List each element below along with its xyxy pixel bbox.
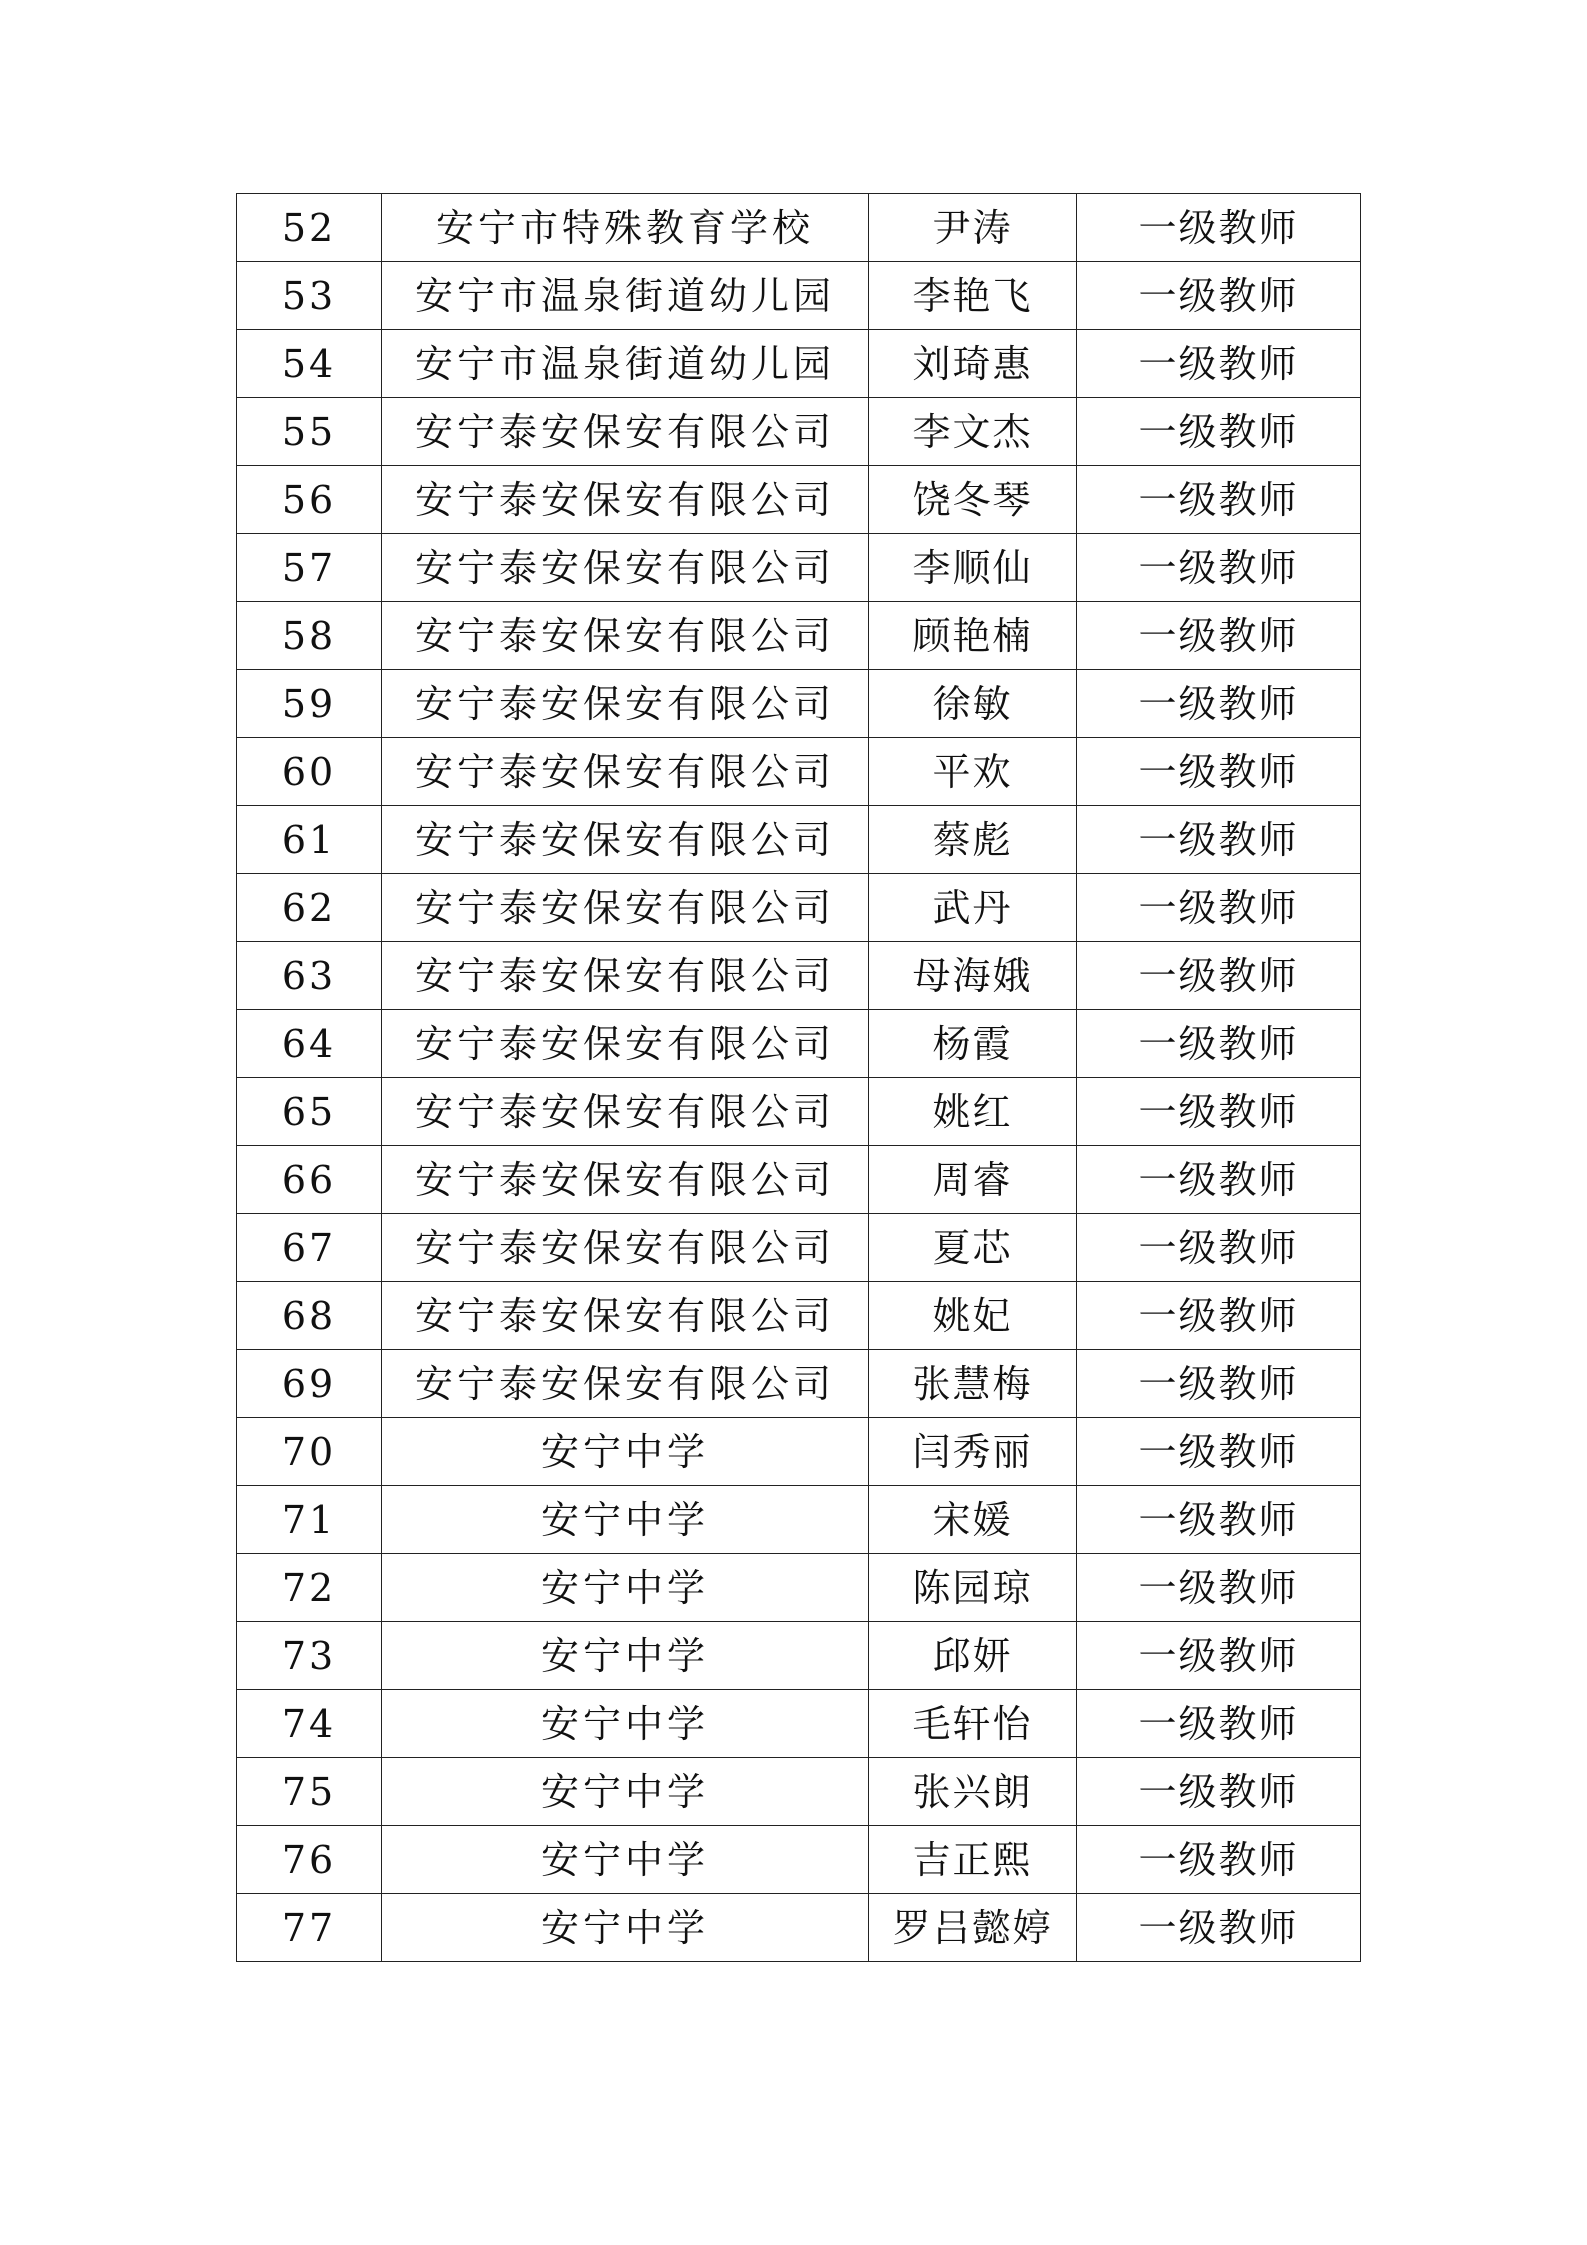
row-number-cell: 69 (237, 1350, 382, 1418)
teacher-name-cell: 邱妍 (869, 1622, 1077, 1690)
unit-cell: 安宁泰安保安有限公司 (382, 1146, 869, 1214)
teacher-name-cell: 周睿 (869, 1146, 1077, 1214)
unit-cell: 安宁中学 (382, 1894, 869, 1962)
unit-cell: 安宁泰安保安有限公司 (382, 942, 869, 1010)
table-row (237, 398, 1361, 466)
title-rank-cell: 一级教师 (1077, 1214, 1361, 1282)
teacher-name-cell: 闫秀丽 (869, 1418, 1077, 1486)
row-number-cell: 64 (237, 1010, 382, 1078)
title-rank-cell: 一级教师 (1077, 1690, 1361, 1758)
unit-cell: 安宁泰安保安有限公司 (382, 1350, 869, 1418)
teacher-name-cell: 张慧梅 (869, 1350, 1077, 1418)
unit-cell: 安宁泰安保安有限公司 (382, 602, 869, 670)
row-number-cell: 74 (237, 1690, 382, 1758)
table-row (237, 1282, 1361, 1350)
table-row (237, 1010, 1361, 1078)
title-rank-cell: 一级教师 (1077, 1010, 1361, 1078)
teacher-name-cell: 徐敏 (869, 670, 1077, 738)
title-rank-cell: 一级教师 (1077, 1282, 1361, 1350)
teacher-name-cell: 姚妃 (869, 1282, 1077, 1350)
table-row (237, 738, 1361, 806)
title-rank-cell: 一级教师 (1077, 534, 1361, 602)
title-rank-cell: 一级教师 (1077, 942, 1361, 1010)
title-rank-cell: 一级教师 (1077, 1826, 1361, 1894)
teacher-name-cell: 宋媛 (869, 1486, 1077, 1554)
row-number-cell: 61 (237, 806, 382, 874)
teacher-name-cell: 刘琦惠 (869, 330, 1077, 398)
table-row (237, 1078, 1361, 1146)
unit-cell: 安宁中学 (382, 1554, 869, 1622)
teacher-name-cell: 母海娥 (869, 942, 1077, 1010)
unit-cell: 安宁中学 (382, 1622, 869, 1690)
table-row (237, 1690, 1361, 1758)
title-rank-cell: 一级教师 (1077, 194, 1361, 262)
teacher-name-cell: 饶冬琴 (869, 466, 1077, 534)
table-row (237, 262, 1361, 330)
unit-cell: 安宁泰安保安有限公司 (382, 738, 869, 806)
unit-cell: 安宁中学 (382, 1418, 869, 1486)
row-number-cell: 60 (237, 738, 382, 806)
table-row (237, 1554, 1361, 1622)
title-rank-cell: 一级教师 (1077, 398, 1361, 466)
teacher-name-cell: 蔡彪 (869, 806, 1077, 874)
row-number-cell: 72 (237, 1554, 382, 1622)
teacher-name-cell: 李文杰 (869, 398, 1077, 466)
row-number-cell: 65 (237, 1078, 382, 1146)
row-number-cell: 55 (237, 398, 382, 466)
title-rank-cell: 一级教师 (1077, 670, 1361, 738)
row-number-cell: 76 (237, 1826, 382, 1894)
teacher-name-cell: 姚红 (869, 1078, 1077, 1146)
row-number-cell: 53 (237, 262, 382, 330)
table-row (237, 602, 1361, 670)
table-row (237, 942, 1361, 1010)
table-row (237, 1758, 1361, 1826)
unit-cell: 安宁泰安保安有限公司 (382, 466, 869, 534)
table-row (237, 1622, 1361, 1690)
teacher-name-cell: 陈园琼 (869, 1554, 1077, 1622)
teacher-name-cell: 毛轩怡 (869, 1690, 1077, 1758)
row-number-cell: 67 (237, 1214, 382, 1282)
row-number-cell: 56 (237, 466, 382, 534)
unit-cell: 安宁泰安保安有限公司 (382, 670, 869, 738)
table-row (237, 330, 1361, 398)
table-row (237, 534, 1361, 602)
table-row (237, 874, 1361, 942)
table-row (237, 194, 1361, 262)
row-number-cell: 66 (237, 1146, 382, 1214)
title-rank-cell: 一级教师 (1077, 602, 1361, 670)
teacher-name-cell: 吉正熙 (869, 1826, 1077, 1894)
unit-cell: 安宁泰安保安有限公司 (382, 398, 869, 466)
row-number-cell: 68 (237, 1282, 382, 1350)
row-number-cell: 62 (237, 874, 382, 942)
title-rank-cell: 一级教师 (1077, 1078, 1361, 1146)
row-number-cell: 54 (237, 330, 382, 398)
unit-cell: 安宁泰安保安有限公司 (382, 806, 869, 874)
row-number-cell: 63 (237, 942, 382, 1010)
teacher-name-cell: 夏芯 (869, 1214, 1077, 1282)
unit-cell: 安宁中学 (382, 1486, 869, 1554)
unit-cell: 安宁泰安保安有限公司 (382, 1282, 869, 1350)
teacher-name-cell: 平欢 (869, 738, 1077, 806)
unit-cell: 安宁市特殊教育学校 (382, 194, 869, 262)
title-rank-cell: 一级教师 (1077, 1622, 1361, 1690)
teacher-name-cell: 李顺仙 (869, 534, 1077, 602)
table-row (237, 1146, 1361, 1214)
unit-cell: 安宁泰安保安有限公司 (382, 534, 869, 602)
unit-cell: 安宁市温泉街道幼儿园 (382, 262, 869, 330)
row-number-cell: 58 (237, 602, 382, 670)
unit-cell: 安宁泰安保安有限公司 (382, 1010, 869, 1078)
teacher-name-cell: 武丹 (869, 874, 1077, 942)
title-rank-cell: 一级教师 (1077, 1350, 1361, 1418)
row-number-cell: 59 (237, 670, 382, 738)
title-rank-cell: 一级教师 (1077, 738, 1361, 806)
title-rank-cell: 一级教师 (1077, 1554, 1361, 1622)
row-number-cell: 52 (237, 194, 382, 262)
title-rank-cell: 一级教师 (1077, 806, 1361, 874)
row-number-cell: 75 (237, 1758, 382, 1826)
teacher-roster-table (236, 193, 1361, 1962)
title-rank-cell: 一级教师 (1077, 1146, 1361, 1214)
table-row (237, 1826, 1361, 1894)
table-row (237, 670, 1361, 738)
teacher-name-cell: 杨霞 (869, 1010, 1077, 1078)
unit-cell: 安宁中学 (382, 1690, 869, 1758)
unit-cell: 安宁市温泉街道幼儿园 (382, 330, 869, 398)
row-number-cell: 73 (237, 1622, 382, 1690)
unit-cell: 安宁中学 (382, 1758, 869, 1826)
table-row (237, 1350, 1361, 1418)
title-rank-cell: 一级教师 (1077, 1758, 1361, 1826)
table-row (237, 1418, 1361, 1486)
title-rank-cell: 一级教师 (1077, 874, 1361, 942)
unit-cell: 安宁中学 (382, 1826, 869, 1894)
roster-table-body (237, 194, 1361, 1962)
teacher-name-cell: 顾艳楠 (869, 602, 1077, 670)
title-rank-cell: 一级教师 (1077, 262, 1361, 330)
teacher-name-cell: 张兴朗 (869, 1758, 1077, 1826)
teacher-name-cell: 罗吕懿婷 (869, 1894, 1077, 1962)
teacher-name-cell: 李艳飞 (869, 262, 1077, 330)
table-row (237, 1214, 1361, 1282)
table-row (237, 1486, 1361, 1554)
unit-cell: 安宁泰安保安有限公司 (382, 1214, 869, 1282)
table-row (237, 466, 1361, 534)
row-number-cell: 77 (237, 1894, 382, 1962)
title-rank-cell: 一级教师 (1077, 330, 1361, 398)
unit-cell: 安宁泰安保安有限公司 (382, 1078, 869, 1146)
row-number-cell: 57 (237, 534, 382, 602)
teacher-name-cell: 尹涛 (869, 194, 1077, 262)
unit-cell: 安宁泰安保安有限公司 (382, 874, 869, 942)
table-row (237, 806, 1361, 874)
title-rank-cell: 一级教师 (1077, 1894, 1361, 1962)
title-rank-cell: 一级教师 (1077, 1418, 1361, 1486)
table-row (237, 1894, 1361, 1962)
title-rank-cell: 一级教师 (1077, 466, 1361, 534)
row-number-cell: 71 (237, 1486, 382, 1554)
title-rank-cell: 一级教师 (1077, 1486, 1361, 1554)
row-number-cell: 70 (237, 1418, 382, 1486)
